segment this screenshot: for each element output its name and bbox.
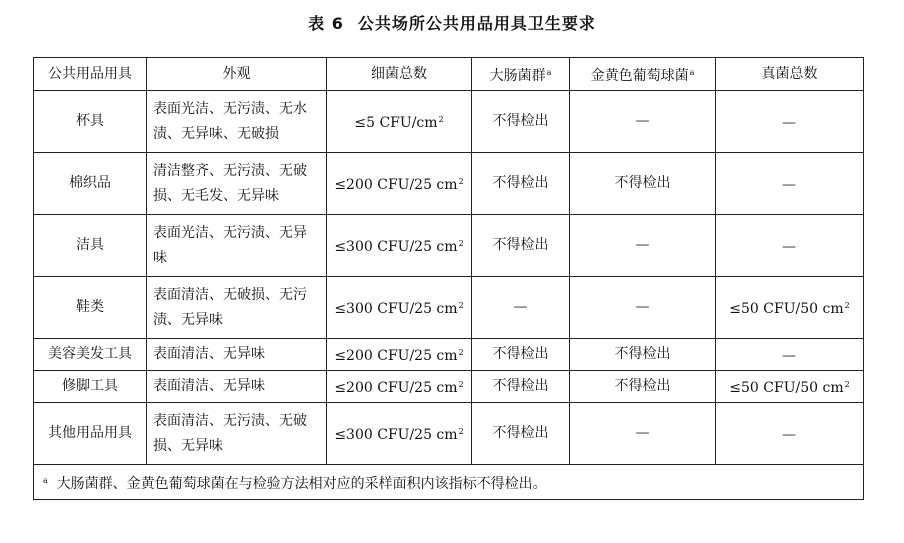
table-row: [34, 153, 864, 215]
footnote-row: [34, 465, 864, 500]
coliform-cell: 不得检出: [472, 403, 570, 465]
footnote-text: 大肠菌群、金黄色葡萄球菌在与检验方法相对应的采样面积内该指标不得检出。: [56, 475, 547, 492]
bacteria-cell: ≤300 CFU/25 $cm^2$: [327, 403, 472, 465]
table-title-text: 公共场所公共用品用具卫生要求: [357, 14, 596, 33]
staph-cell: —: [570, 91, 716, 153]
appearance-cell: 表面光洁、无污渍、无水渍、无异味、无破损: [147, 91, 327, 153]
header-row: [34, 58, 864, 91]
footnote-marker: a: [43, 475, 48, 485]
column-header: 真菌总数: [716, 58, 864, 91]
fungi-cell: —: [716, 339, 864, 371]
footnote-marker: a: [689, 67, 695, 77]
staph-cell: 不得检出: [570, 153, 716, 215]
bacteria-cell: ≤200 CFU/25 $cm^2$: [327, 339, 472, 371]
bacteria-cell: ≤300 CFU/25 $cm^2$: [327, 277, 472, 339]
fungi-cell: —: [716, 403, 864, 465]
column-header: 金黄色葡萄球菌$^a$: [570, 58, 716, 91]
table-row: [34, 215, 864, 277]
staph-cell: —: [570, 215, 716, 277]
item-cell: 杯具: [34, 91, 147, 153]
staph-cell: 不得检出: [570, 339, 716, 371]
table-row: [34, 277, 864, 339]
fungi-cell: —: [716, 215, 864, 277]
table-number: 表 6: [308, 14, 344, 33]
bacteria-cell: ≤5 CFU/$cm^2$: [327, 91, 472, 153]
staph-cell: —: [570, 403, 716, 465]
coliform-cell: —: [472, 277, 570, 339]
appearance-cell: 表面清洁、无异味: [147, 371, 327, 403]
column-header: 大肠菌群$^a$: [472, 58, 570, 91]
bacteria-cell: ≤200 CFU/25 $cm^2$: [327, 153, 472, 215]
appearance-cell: 清洁整齐、无污渍、无破损、无毛发、无异味: [147, 153, 327, 215]
item-cell: 其他用品用具: [34, 403, 147, 465]
coliform-cell: 不得检出: [472, 91, 570, 153]
item-cell: 棉织品: [34, 153, 147, 215]
item-cell: 修脚工具: [34, 371, 147, 403]
coliform-cell: 不得检出: [472, 371, 570, 403]
column-header: 细菌总数: [327, 58, 472, 91]
coliform-cell: 不得检出: [472, 215, 570, 277]
fungi-cell: —: [716, 91, 864, 153]
fungi-cell: ≤50 CFU/50 $cm^2$: [716, 277, 864, 339]
appearance-cell: 表面光洁、无污渍、无异味: [147, 215, 327, 277]
bacteria-cell: ≤300 CFU/25 $cm^2$: [327, 215, 472, 277]
coliform-cell: 不得检出: [472, 153, 570, 215]
appearance-cell: 表面清洁、无异味: [147, 339, 327, 371]
column-header: 公共用品用具: [34, 58, 147, 91]
fungi-cell: ≤50 CFU/50 $cm^2$: [716, 371, 864, 403]
hygiene-requirements-table: [33, 57, 864, 500]
item-cell: 美容美发工具: [34, 339, 147, 371]
staph-cell: —: [570, 277, 716, 339]
staph-cell: 不得检出: [570, 371, 716, 403]
table-row: [34, 403, 864, 465]
table-title: [0, 11, 904, 34]
column-header: 外观: [147, 58, 327, 91]
appearance-cell: 表面清洁、无污渍、无破损、无异味: [147, 403, 327, 465]
footnote: [34, 465, 864, 500]
table-row: [34, 371, 864, 403]
appearance-cell: 表面清洁、无破损、无污渍、无异味: [147, 277, 327, 339]
footnote-marker: a: [546, 67, 552, 77]
table-row: [34, 339, 864, 371]
coliform-cell: 不得检出: [472, 339, 570, 371]
table-row: [34, 91, 864, 153]
bacteria-cell: ≤200 CFU/25 $cm^2$: [327, 371, 472, 403]
item-cell: 洁具: [34, 215, 147, 277]
item-cell: 鞋类: [34, 277, 147, 339]
fungi-cell: —: [716, 153, 864, 215]
